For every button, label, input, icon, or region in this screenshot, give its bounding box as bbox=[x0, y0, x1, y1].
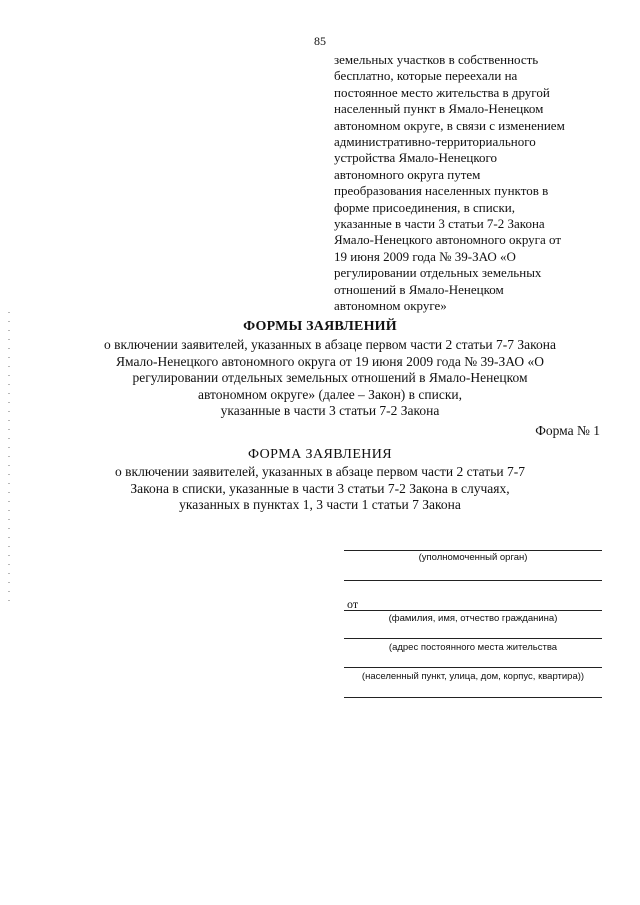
intro-line: устройства Ямало-Ненецкого bbox=[334, 150, 498, 166]
authority-line-2[interactable] bbox=[344, 580, 602, 581]
forms-title: ФОРМЫ ЗАЯВЛЕНИЙ bbox=[243, 319, 397, 334]
intro-line: административно-территориального bbox=[334, 134, 536, 150]
form-number: Форма № 1 bbox=[535, 423, 600, 438]
intro-line: отношений в Ямало-Ненецком bbox=[334, 281, 504, 297]
form-title: ФОРМА ЗАЯВЛЕНИЯ bbox=[247, 447, 393, 462]
applicant-name-caption: (фамилия, имя, отчество гражданина) bbox=[388, 613, 558, 624]
form-subtitle-line: о включении заявителей, указанных в абзаце первом части 2 статьи 7-7 bbox=[115, 464, 525, 479]
address-detail-caption: (населенный пункт, улица, дом, корпус, квартира)) bbox=[361, 671, 585, 682]
intro-line: земельных участков в собственность bbox=[334, 52, 539, 67]
intro-line: автономном округе, в связи с изменением bbox=[334, 117, 565, 133]
forms-subtitle-line: регулировании отдельных земельных отношений в Ямало-Ненецком bbox=[132, 370, 528, 385]
forms-subtitle bbox=[40, 337, 620, 420]
intro-line: форме присоединения, в списки, bbox=[334, 199, 515, 215]
form-subtitle bbox=[30, 464, 610, 514]
intro-line: автономного округа путем bbox=[334, 166, 481, 182]
authority-line[interactable] bbox=[344, 550, 602, 551]
intro-line: постоянное место жительства в другой bbox=[334, 84, 550, 100]
intro-line: регулировании отдельных земельных bbox=[334, 265, 542, 281]
authority-caption: (уполномоченный орган) bbox=[418, 552, 528, 563]
from-label: от bbox=[347, 597, 359, 611]
intro-line: 19 июня 2009 года № 39-ЗАО «О bbox=[334, 248, 516, 264]
intro-line: населенный пункт в Ямало-Ненецком bbox=[334, 101, 544, 117]
intro-line: Ямало-Ненецкого автономного округа от bbox=[334, 232, 562, 248]
forms-subtitle-line: Ямало-Ненецкого автономного округа от 19 июня 2009 года № 39-ЗАО «О bbox=[115, 353, 544, 369]
intro-line: указанные в части 3 статьи 7-2 Закона bbox=[334, 216, 545, 232]
applicant-name-line-2[interactable] bbox=[344, 638, 602, 639]
address-detail-line[interactable] bbox=[344, 697, 602, 698]
intro-line: преобразования населенных пунктов в bbox=[334, 183, 549, 199]
address-caption: (адрес постоянного места жительства bbox=[388, 642, 558, 653]
page-number: 85 bbox=[314, 34, 326, 48]
form-subtitle-line: Закона в списки, указанные в части 3 статьи 7-2 Закона в случаях, bbox=[130, 480, 510, 496]
form-subtitle-line: указанных в пунктах 1, 3 части 1 статьи 7 Закона bbox=[179, 497, 461, 512]
intro-line: автономном округе» bbox=[334, 298, 447, 314]
forms-subtitle-line: о включении заявителей, указанных в абзаце первом части 2 статьи 7-7 Закона bbox=[104, 337, 556, 352]
applicant-name-line[interactable] bbox=[344, 610, 602, 611]
forms-subtitle-line: указанные в части 3 статьи 7-2 Закона bbox=[220, 403, 440, 418]
address-line[interactable] bbox=[344, 667, 602, 668]
intro-line: бесплатно, которые переехали на bbox=[334, 68, 518, 84]
intro-block bbox=[334, 52, 624, 315]
forms-subtitle-line: автономном округе» (далее – Закон) в списки, bbox=[197, 386, 462, 402]
